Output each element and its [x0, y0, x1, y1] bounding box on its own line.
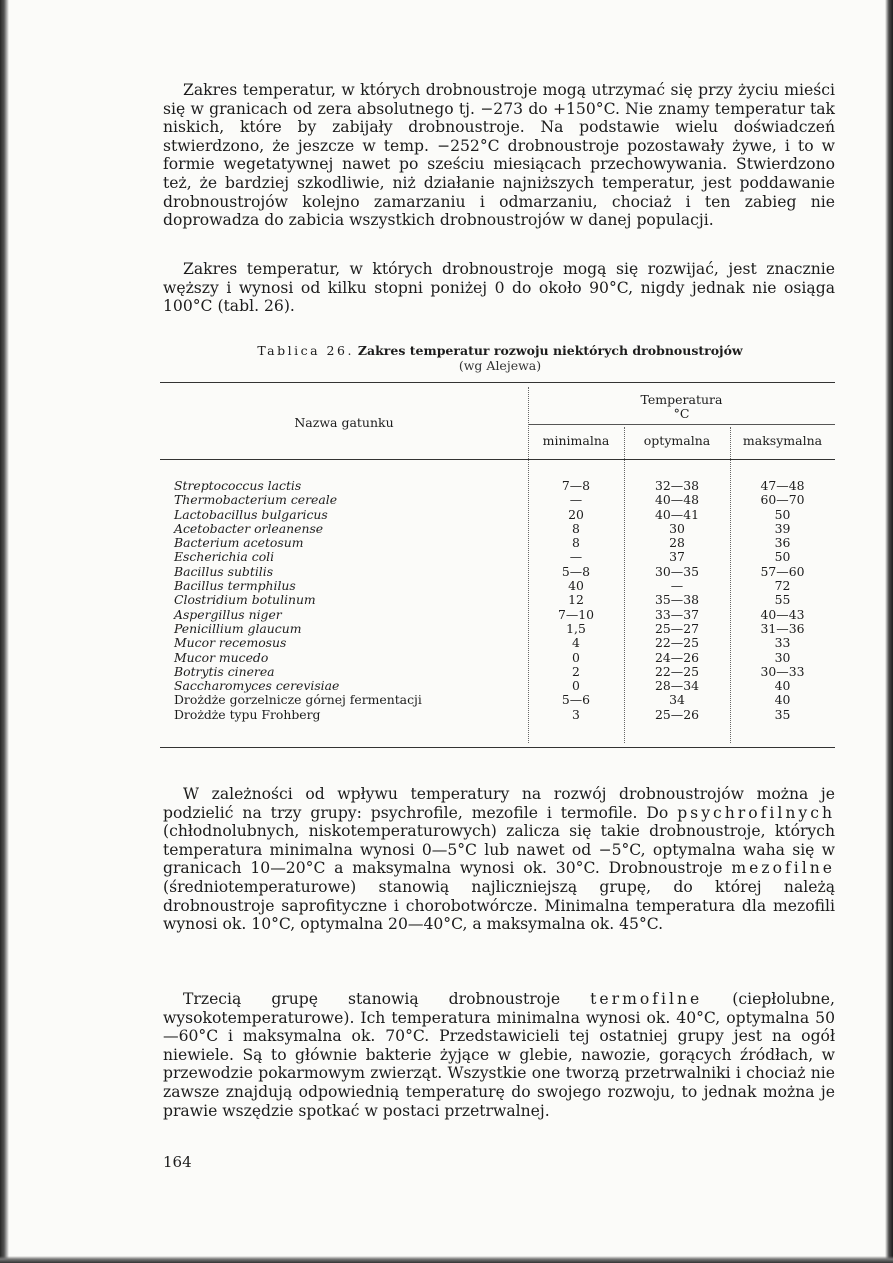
temp-min: 1,5	[566, 620, 586, 636]
species-name: Drożdże gorzelnicze górnej fermentacji	[174, 692, 422, 708]
species-name: Mucor mucedo	[174, 649, 269, 665]
temp-min: 8	[572, 535, 580, 551]
temp-min: 3	[572, 706, 580, 722]
temp-opt: 33—37	[655, 606, 699, 622]
header-temperature-label: Temperatura	[640, 392, 723, 407]
temp-opt: —	[670, 578, 684, 594]
table-row	[160, 665, 835, 679]
temp-max: 36	[774, 535, 791, 551]
temp-opt: 34	[669, 692, 685, 708]
temp-max: 72	[774, 578, 791, 594]
temp-opt: 40—41	[655, 506, 699, 522]
temp-min: 7—8	[561, 478, 591, 493]
paragraph-growth-range: Zakres temperatur, w których drobnoustroje mogą się rozwijać, jest znacznie węższy i wynosi od kilku stopni poniżej 0 do około 90°C, nigdy jednak nie osiąga 100°C (tabl. 26).	[163, 260, 835, 316]
header-opt: optymalna	[643, 433, 711, 448]
species-name: Saccharomyces cerevisiae	[174, 678, 340, 694]
temp-max: 35	[774, 706, 791, 722]
table-row	[160, 593, 835, 607]
table-row	[160, 550, 835, 564]
table-row	[160, 522, 835, 536]
table-row	[160, 679, 835, 693]
temp-min: 7—10	[557, 606, 595, 622]
temp-max: 33	[774, 635, 791, 651]
temp-min: 40	[568, 578, 584, 594]
species-name: Bacillus subtilis	[174, 563, 274, 579]
header-temperature	[528, 393, 835, 421]
p3-text-a: W zależności od wpływu temperatury na rozwój drobnoustrojów można je podzielić na trzy grupy: psychrofile, mezofile i termofile. Do	[163, 785, 835, 822]
species-name: Bacterium acetosum	[174, 535, 304, 551]
table-row	[160, 651, 835, 665]
term-psychrofilnych: psychrofilnych	[677, 803, 835, 822]
temp-max: 57—60	[760, 563, 805, 579]
temp-opt: 25—26	[655, 706, 699, 722]
paragraph-survival-range: Zakres temperatur, w których drobnoustroje mogą utrzymać się przy życiu mieści się w granicach od zera absolutnego tj. −273 do +150°C. Nie znamy temperatur tak niskich, które by zabijały drobnoustroje. Na podstawie wielu doświadczeń stwierdzono, że jeszcze w temp. −252°C drobnoustroje pozostawały żywe, i to w formie wegetatywnej nawet po sześciu miesiącach przechowywania. Stwierdzono też, że bardziej szkodliwie, niż działanie najniższych temperatur, jest poddawanie drobnoustrojów kolejno zamarzaniu i odmarzaniu, chociaż i ten zabieg nie doprowadza do zabicia wszystkich drobnoustrojów w danej populacji.	[163, 81, 835, 230]
species-name: Acetobacter orleanense	[174, 520, 324, 536]
paragraph-temperature-groups	[163, 785, 835, 934]
temp-opt: 30	[669, 520, 685, 536]
header-species-name: Nazwa gatunku	[294, 415, 394, 430]
temperature-table	[160, 382, 835, 748]
page-number: 164	[163, 1153, 192, 1171]
temp-max: 30	[774, 649, 791, 665]
temp-min: 8	[572, 520, 580, 536]
temp-opt: 22—25	[655, 663, 699, 679]
table-row	[160, 708, 835, 722]
species-name: Escherichia coli	[174, 549, 275, 565]
temp-min: 20	[568, 506, 584, 522]
table-title: Zakres temperatur rozwoju niektórych drobnoustrojów	[357, 343, 743, 358]
table-row	[160, 608, 835, 622]
table-row	[160, 565, 835, 579]
table-body	[160, 479, 835, 722]
table-row	[160, 636, 835, 650]
header-bottom-rule	[160, 459, 835, 460]
temp-max: 30—33	[760, 663, 805, 679]
temp-min: 2	[572, 663, 580, 679]
header-temperature-unit: °C	[673, 406, 690, 421]
species-name: Thermobacterium cereale	[174, 492, 338, 508]
temp-opt: 22—25	[655, 635, 699, 651]
temp-opt: 35—38	[655, 592, 699, 608]
temp-max: 40	[774, 692, 791, 708]
table-source: (wg Alejewa)	[458, 358, 542, 373]
species-name: Lactobacillus bulgaricus	[174, 506, 328, 522]
species-name: Bacillus termphilus	[174, 578, 296, 594]
species-name: Botrytis cinerea	[174, 663, 275, 679]
species-name: Aspergillus niger	[174, 606, 282, 622]
temp-max: 40—43	[760, 606, 805, 622]
temp-opt: 37	[669, 549, 685, 565]
temp-max: 40	[774, 678, 791, 694]
p3-text-e: (średniotemperaturowe) stanowią najliczniejszą grupę, do której należą drobnoustroje saprofityczne i chorobotwórcze. Minimalna temperatura dla mezofili wynosi ok. 10°C, optymalna 20—40°C, a maksymalna ok. 45°C.	[163, 877, 835, 934]
table-row	[160, 479, 835, 493]
temp-opt: 24—26	[655, 649, 699, 665]
term-mezofilne: mezofilne	[731, 859, 835, 878]
scan-edge-left	[0, 0, 9, 1263]
species-name: Mucor recemosus	[174, 635, 287, 651]
temp-max: 39	[774, 520, 791, 536]
temp-opt: 30—35	[655, 563, 699, 579]
temp-opt: 28	[669, 535, 685, 551]
scan-edge-bottom	[0, 1256, 893, 1263]
table-label: Tablica 26.	[257, 343, 354, 358]
temp-max: 50	[774, 549, 791, 565]
temp-min: 0	[572, 678, 580, 694]
scan-edge-right	[885, 0, 893, 1263]
temp-opt: 28—34	[655, 678, 699, 694]
temp-max: 47—48	[760, 478, 805, 493]
temp-min: 4	[572, 635, 580, 651]
temp-max: 60—70	[760, 492, 805, 508]
temp-max: 55	[774, 592, 791, 608]
paragraph-thermophiles	[163, 990, 835, 1120]
temp-opt: 25—27	[655, 620, 699, 636]
temp-min: 0	[572, 649, 580, 665]
species-name: Streptococcus lactis	[174, 478, 302, 493]
term-termofilne: termofilne	[590, 990, 703, 1008]
temp-max: 31—36	[760, 620, 805, 636]
species-name: Penicillium glaucum	[174, 620, 302, 636]
header-max: maksymalna	[742, 433, 823, 448]
species-name: Clostridium botulinum	[174, 592, 316, 608]
temp-opt: 40—48	[655, 492, 699, 508]
temp-min: 5—6	[561, 692, 591, 708]
table-row	[160, 693, 835, 707]
header-temp-divider	[528, 424, 835, 425]
header-min: minimalna	[542, 433, 610, 448]
species-name: Drożdże typu Frohberg	[174, 706, 321, 722]
temp-opt: 32—38	[655, 478, 699, 493]
table-row	[160, 579, 835, 593]
p4-text-a: Trzecią grupę stanowią drobnoustroje	[183, 990, 591, 1008]
table-row	[160, 508, 835, 522]
temp-min: 5—8	[561, 563, 591, 579]
p4-text-c: (ciepłolubne, wysokotemperaturowe). Ich temperatura minimalna wynosi ok. 40°C, optymalna 50—60°C i maksymalna ok. 70°C. Przedstawicieli tej ostatniej grupy jest na ogół niewiele. Są to głównie bakterie żyjące w glebie, nawozie, gorących źródłach, w przewodzie pokarmowym zwierząt. Wszystkie one tworzą przetrwalniki i chociaż nie zawsze znajdują odpowiednią temperaturę do swojego rozwoju, to jednak można je prawie wszędzie spotkać w postaci przetrwalnej.	[163, 990, 835, 1120]
temp-min: —	[569, 492, 583, 508]
temp-max: 50	[774, 506, 791, 522]
temp-min: —	[569, 549, 583, 565]
table-caption	[160, 343, 840, 373]
table-row	[160, 493, 835, 507]
temp-min: 12	[568, 592, 584, 608]
table-row	[160, 536, 835, 550]
table-row	[160, 622, 835, 636]
p3-text-c: (chłodnolubnych, niskotemperaturowych) zalicza się takie drobnoustroje, których temperatura minimalna wynosi 0—5°C lub nawet od −5°C, optymalna waha się w granicach 10—20°C a maksymalna wynosi ok. 30°C. Drobnoustroje	[163, 822, 835, 878]
